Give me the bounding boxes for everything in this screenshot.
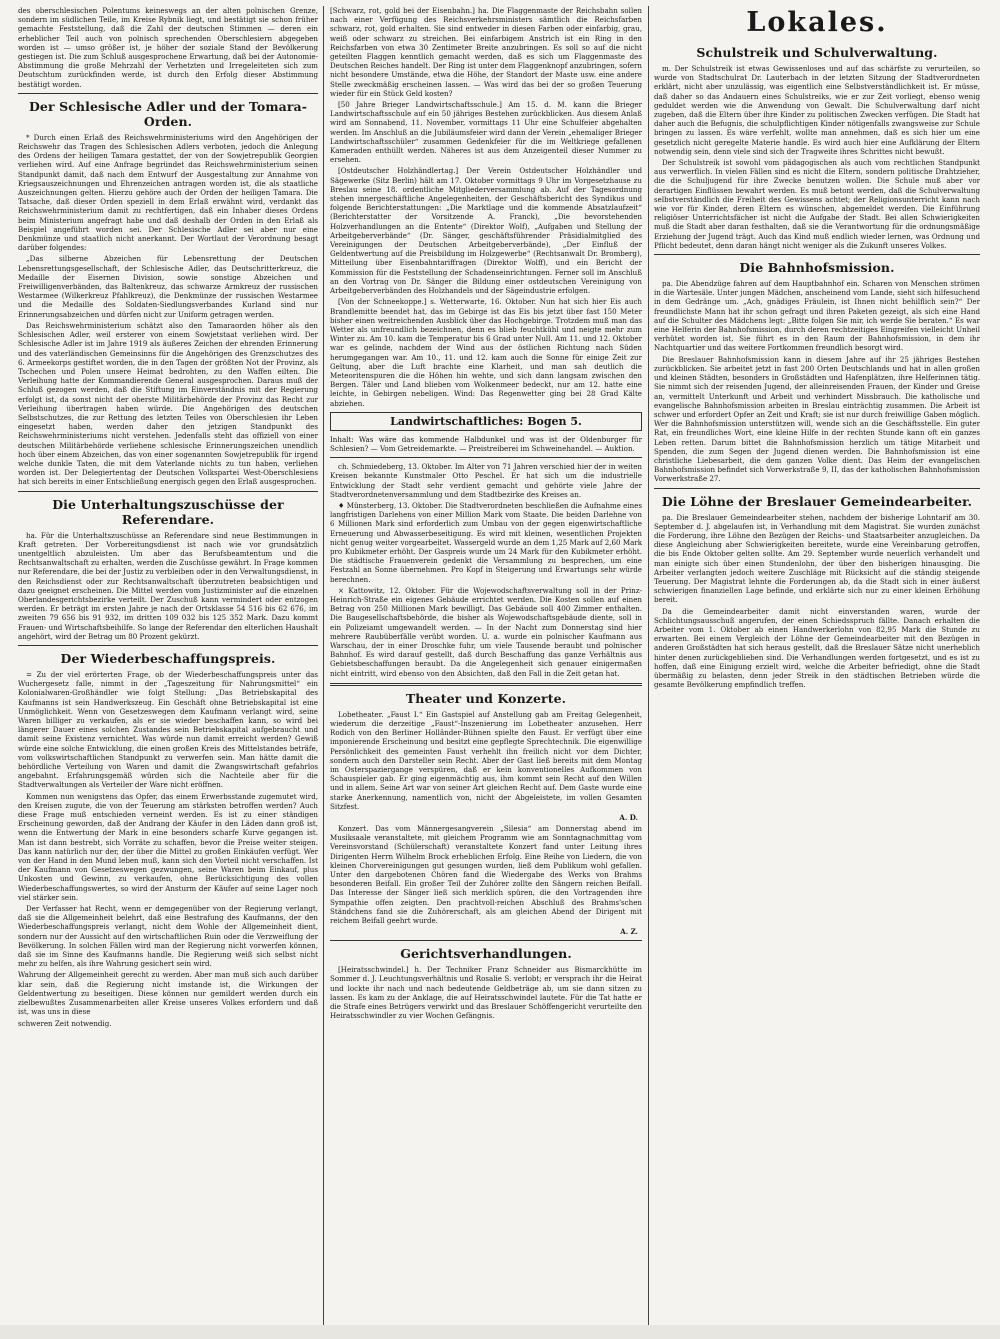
newspaper-page bbox=[18, 6, 980, 1331]
article-text: Lobetheater. „Faust I.“ Ein Gastspiel auf Anstellung gab am Freitag Gelegenheit, wiederum die derzeitige „Faust“-Inszenierung im Lobetheater anzusehen. Herr Rodich von den Berliner Holländer-Bühnen spielte den Faust. Er verfügt über eine imponierende Erscheinung und besitzt eine gepflegte Sprechtechnik. Die eigenwillige Persönlichkeit des gemeinten Faust verhehlt ihn freilich nicht vor dem Dichter, sondern auch den Darsteller sein Recht. Aber der Gast ließ bereits mit dem Montag im Osterspaziergange verspüren, daß er kein konventionelles Aufkommen von Schauspieler gab. Er ging eigenmächtig aus, ihm kommt sein Recht auf den Willen und in allem. Seine Art war von seiner Art gleichen Recht auf. Dem Gaste wurde eine starke Anerkennung, namentlich von, nicht der Abgeleistete, im vollen Gesamten Sitzfest. bbox=[330, 709, 642, 811]
author-signature: A. Z. bbox=[620, 927, 638, 937]
article-text: Da die Gemeindearbeiter damit nicht einverstanden waren, wurde der Schlichtungsausschuß angerufen, der einen Schiedsspruch fällte. Danach erhalten die Arbeiter vom 1. Oktober ab einen Handwerkerlohn von 82,95 Mark die Stunde zu erwarten. Bei einem Vergleich der Löhne der Gemeindearbeiter mit den Bezügen in anderen Großstädten hat sich heraus gestellt, daß die Breslauer Sätze nicht unerheblich hinter denen zurückgeblieben sind. Die Verhandlungen werden fortgesetzt, und es ist zu hoffen, daß eine Einigung erzielt wird, welche die Arbeiter befriedigt, ohne die Stadt übermäßig zu belasten, denn jeder Streik in den städtischen Betrieben würde die gesamte Bevölkerung empfindlich treffen. bbox=[654, 606, 980, 690]
column-right bbox=[654, 6, 980, 691]
author-signature: A. D. bbox=[619, 813, 638, 823]
article-text: Das Reichswehrministerium schätzt also den Tamaraorden höher als den Schlesischen Adler, weil ersterer von einem Sowjetstaat verliehen wird. Der Schlesische Adler ist im Jahre 1919 als äußeres Zeichen der ehrenden Erinnerung und des vaterländischen Gemeinsinns für die Angehörigen des Grenzschutzes des 6. Armeekorps gestiftet worden, die in den Tagen der größten Not der Provinz, als Tschechen und Polen unsere Heimat bedrohten, zu den Waffen eilten. Die Verleihung hatte der Kommandierende General ausgesprochen. Daraus muß der Schluß gezogen werden, daß die Stiftung im Einverständnis mit der Regierung erfolgt ist, da sonst nicht der oberste Militärbehörde der Provinz das Recht zur Verleihung übertragen haben würde. Die Angehörigen des deutschen Selbstschutzes, die zur Rettung des letzten Teiles von Oberschlesien ihr Leben eingesetzt haben, werden daher den jetzigen Standpunkt des Reichswehrministeriums nicht verstehen. Jedenfalls steht das offiziell von einer deutschen Militärbehörde verliehene schlesische Erinnerungszeichen unendlich hoch über einem Abzeichen, das von einer sogenannten Sowjetrepublik für irgend welche dunkle Taten, die mit dem Vaterlande nichts zu tun haben, verliehen worden ist. Der Delegiertentag der Deutschen Volkspartei West-Oberschlesiens hat sich bereits in einer Entschließung energisch gegen den Erlaß ausgesprochen. bbox=[18, 320, 318, 487]
article-text: ♦ Münsterberg, 13. Oktober. Die Stadtverordneten beschließen die Aufnahme eines langfristigen Darlehens von einer Million Mark vom Staate. Die beiden Darlehne von 6 Millionen Mark sind erforderlich zum Umbau von der gegen eigenwirtschaftliche Erneuerung und Abwasserbeseitigung. Es wird mit kleinen, wesentlichen Projekten nicht genug weiter vorgearbeitet. Wassergeld wurde an dem 1,25 Mark auf 2,60 Mark pro Kubikmeter erhöht. Der Gaspreis wurde um 24 Mark für den Kubikmeter erhöht. Die städtische Frauenverein gedenkt die Versammlung zu besprechen, um eine Festzahl an Sonne übernehmen. Pro Kopf in Steigerung und Erwartungs sehr würde berechnen. bbox=[330, 500, 642, 584]
divider bbox=[18, 93, 318, 94]
article-text: Der Schulstreik ist sowohl vom pädagogischen als auch vom rechtlichen Standpunkt aus verwerflich. In vielen Fällen sind es nicht die Eltern, sondern politische Drahtzieher, die die Schuljugend für ihre Zwecke benutzen wollen. Die Schule muß aber vor derartigen Einflüssen bewahrt werden. Es muß betont werden, daß die Schulverwaltung selbstverständlich die Freiheit des Gewissens achtet; der Religionsunterricht kann nach wie vor für Kinder, deren Eltern es wünschen, abgemeldet werden. Die Einführung religiöser Unterrichtsfächer ist nicht die Aufgabe der Stadt. Bei allen Schwierigkeiten muß die Stadt aber daran festhalten, daß sie die Verantwortung für die ordnungsmäßige Erziehung der Jugend trägt. Auch das Kind muß endlich wieder lernen, was Ordnung und Pflicht bedeutet, denn daran hängt nicht weniger als die Zukunft unseres Volkes. bbox=[654, 158, 980, 250]
divider bbox=[654, 488, 980, 489]
article-text: ch. Schmiedeberg, 13. Oktober. Im Alter von 71 Jahren verschied hier der in weiten Kreisen bekannte Kunstmaler Otto Peschel. Er hat sich um die industrielle Entwicklung der Stadt sehr verdient gemacht und gehörte viele Jahre der Stadtverordnetenversammlung und dem Stadtbezirke des Kreises an. bbox=[330, 462, 642, 499]
headline-schulstreik: Schulstreik und Schulverwaltung. bbox=[696, 45, 938, 60]
article-text: pa. Die Breslauer Gemeindearbeiter stehen, nachdem der bisherige Lohntarif am 30. September d. J. abgelaufen ist, in Verhandlung mit dem Magistrat. Sie wurden zunächst die Forderung, ihre Löhne den Bezügen der Reichs- und Staatsarbeiter anzugleichen. Da diese Angleichung aber Schwierigkeiten bereitete, wurde eine Vereinbarung getroffen, die bis Ende Oktober gelten sollte. Am 29. September wurde neuerlich verhandelt und man einigte sich über einen Stundenlohn, der über den bisherigen hinausging. Die Arbeiter verlangten jedoch weitere Zuschläge mit Rücksicht auf die ständig steigende Teuerung. Der Magistrat lehnte die Forderungen ab, da die Stadt sich in einer äußerst schwierigen finanziellen Lage befinde, und erklärte sich nur zu einer kleinen Erhöhung bereit. bbox=[654, 512, 980, 605]
article-text: [50 Jahre Brieger Landwirtschaftsschule.] Am 15. d. M. kann die Brieger Landwirtschaftsschule auf ein 50 jähriges Bestehen zurückblicken. Aus diesem Anlaß wird am Sonnabend, 11. November, vormittags 11 Uhr eine Schulfeier abgehalten werden. Im Anschluß an die Jubiläumsfeier wird dann der Verein „ehemaliger Brieger Landwirtschaftsschüler“ zusammen Gedenkfeier für die im Weltkriege gefallenen Kameraden enthüllt werden. Näheres ist aus dem Anzeigenteil dieser Nummer zu ersehen. bbox=[330, 100, 642, 165]
article-text: [Heiratsschwindel.] h. Der Techniker Franz Schneider aus Bismarckhütte im Sommer d. J. Leuchtungsverhältnis und Rosalie S. verlobt; er versprach ihr die Heirat und lockte ihr nach und nach bedeutende Geldbeträge ab, um sie dann sitzen zu lassen. Es kam zu der Anklage, die auf Heiratsschwindel lautete. Für die Tat hatte er die Strafe eines Betrügers verwirkt und das Breslauer Schöffengericht verurteilte den Heiratsschwindler zu vier Wochen Gefängnis. bbox=[330, 965, 642, 1021]
article-text: pa. Die Abendzüge fahren auf dem Hauptbahnhof ein. Scharen von Menschen strömen in die Wartesäle. Unter jungen Mädchen, anscheinend vom Lande, sieht sich hilfesuchend in dem Gedränge um. „Ach, gnädiges Fräulein, ist Ihnen nicht behilflich sein?“ Der freundlichste Mann hat ihr schon gefragt und ihren Paketen gezeigt, als sich eine Hand auf die Schulter des Mädchens legt: „Bitte folgen Sie mir, ich werde Sie beraten.“ Es war eine Helferin der Bahnhofsmission, durch deren rechtzeitiges Eingreifen vielleicht Unheil verhütet worden ist. Sie führt es in den Raum der Bahnhofsmission, in dem ihr Nachtquartier und das weitere Fortkommen freundlich besorgt wird. bbox=[654, 279, 980, 353]
divider bbox=[654, 254, 980, 255]
article-text: ha. Für die Unterhaltszuschüsse an Referendare sind neue Bestimmungen in Kraft getreten. Der Vorbereitungsdienst ist nach wie vor grundsätzlich unentgeltlich abzuleisten. Um aber das Berufsbeamtentum und die Rechtsanwaltschaft zu erhalten, werden die Zuschüsse gewährt. In Frage kommen nur Referendare, die bei der Justiz zu verbleiben oder in den Verwaltungsdienst, in den Reichsdienst oder zur Rechtsanwaltschaft überzutreten beabsichtigen und dazu geeignet erscheinen. Die Mittel werden vom Justizminister auf die einzelnen Oberlandesgerichtsbezirke verteilt. Der Zuschuß kann vermindert oder entzogen werden. Er beträgt im ersten Jahre je nach der Ortsklasse 54 516 bis 62 676, im zweiten 79 656 bis 91 932, im dritten 109 032 bis 125 352 Mark. Dazu kommt Frauen- und Wirtschaftsbeihilfe. So lange der Referendar den elterlichen Haushalt angehört, wird der Betrag um 80 Prozent gekürzt. bbox=[18, 530, 318, 641]
headline-theater: Theater und Konzerte. bbox=[405, 690, 567, 706]
article-text: * Durch einen Erlaß des Reichswehrministeriums wird den Angehörigen der Reichswehr das Tragen des Schlesischen Adlers verboten, jedoch die Anlegung des Ordens der heiligen Tamara gestattet, der von der Sowjetrepublik Georgien verliehen wird. Auf eine Anfrage begründet das Reichswehrministerium seinen Standpunkt damit, daß nach dem Entwurf der Ausgestaltung zur Annahme von Kriegsauszeichnungen und Ehrenzeichen antragen worden ist, die als staatliche Auszeichnungen gelten. Hierzu gehöre auch der Orden der heiligen Tamara. Die Tatsache, daß dieser Orden speziell in dem Erlaß erwähnt wird, verdankt das Reichswehrministerium damit zu rechtfertigen, daß ein Inhaber dieses Ordens beim Ministerium angefragt habe und daß deshalb der Orden in den Erlaß als Beispiel angeführt worden sei. Der Schlesische Adler sei aber nur eine Denkmünze und staatlich nicht anerkannt. Der Wortlaut der Verordnung besagt darüber folgendes: bbox=[18, 132, 318, 253]
divider bbox=[18, 645, 318, 646]
headline-wiederbeschaffung: Der Wiederbeschaffungspreis. bbox=[60, 650, 276, 666]
column-left bbox=[18, 6, 318, 1030]
column-rule bbox=[323, 6, 324, 1331]
headline-unterhalt: Die Unterhaltungszuschüsse der Referendare. bbox=[52, 496, 284, 527]
headline-adler: Der Schlesische Adler und der Tomara-Orden. bbox=[28, 98, 308, 129]
article-footer: schweren Zeit notwendig. bbox=[18, 1018, 112, 1028]
divider bbox=[330, 683, 642, 686]
headline-gericht: Gerichtsverhandlungen. bbox=[400, 946, 572, 962]
headline-bahnhofsmission: Die Bahnhofsmission. bbox=[739, 260, 895, 276]
article-text: des oberschlesischen Polentums keineswegs an der alten polnischen Grenze, sondern im südlichen Teile, im Kreise Rybnik liegt, und bestätigt sie schon früher gemachte Feststellung, daß die Zahl der deutschen Stimmen — deren ein erheblicher Teil auch von polnisch sprechenden Oberschlesiern abgegeben worden ist — umso größer ist, je höher der soziale Stand der Bevölkerung gestiegen ist. Die zum Schluß ausgesprochene Erwartung, daß bei der Autonomie-Abstimmung die große Mehrzahl der Verhetzten und Irregeleiteten sich zum Deutschtum zurückfinden werde, ist durch den Erfolg dieser Abstimmung bestätigt worden. bbox=[18, 6, 318, 89]
headline-loehne: Die Löhne der Breslauer Gemeindearbeiter. bbox=[661, 493, 973, 509]
article-text: = Zu der viel erörterten Frage, ob der Wiederbeschaffungspreis unter das Wuchergesetz falle, nimmt in der „Tageszeitung für Nahrungsmittel“ ein Kolonialwaren-Großhändler wie folgt Stellung: „Das Betriebskapital des Kaufmanns ist sein Handwerkszeug. Ein Geschäft ohne Betriebskapital ist eine Unmöglichkeit. Wenn von Gesetzeswegen dem Kaufmann verlangt wird, seine Waren billiger zu verkaufen, als er sie wieder beschaffen kann, so wird bei längerer Dauer eines solchen Zustandes sein Betriebskapital aufgebraucht und damit seine Existenz vernichtet. Was würde nun damit erreicht werden? Gewiß würde eine solche Entwicklung, die einen großen Kreis des Mittelstandes beträfe, vom volkswirtschaftlichen Standpunkt zu verwerfen sein. Man hätte damit die behördliche Verteilung von Waren und damit die Zwangswirtschaft gefahrlos angebahnt. Erfahrungsgemäß würden sich die Nachteile aber für die Stadtverwaltungen als Verteiler der Ware nicht eröffnen. bbox=[18, 669, 318, 790]
divider bbox=[330, 457, 642, 458]
divider bbox=[18, 491, 318, 492]
supplement-box-heading: Landwirtschaftliches: Bogen 5. bbox=[330, 412, 642, 431]
article-text: [Ostdeutscher Holzhändlertag.] Der Verein Ostdeutscher Holzhändler und Sägewerke (Sitz Berlin) hält am 17. Oktober vormittags 9 Uhr im Vorgesetzhause zu Breslau seine 18. ordentliche Mitgliederversammlung ab. Auf der Tagesordnung stehen innergeschäftliche Angelegenheiten, der Geschäftsbericht des Syndikus und folgende Berichterstattungen: „Die Marktlage und die kommende Absatzlaufzeit“ (Berichterstatter der Vorsitzende A. Franck), „Die bevorstehenden Holzverhandlungen an die Entente“ (Direktor Wolf), „Aufgaben und Stellung der Arbeitgeberverbände“ (Dr. Sänger, geschäftsführender Präsidialmitglied des Vereinigungen der Deutschen Arbeitgeberverbände), „Der Einfluß der Geldentwertung auf die Preisbildung im Holzgewerbe“ (Rechtsanwalt Dr. Bromberg), Mitteilung über Eisenbahntariffragen (Direktor Wolff), und ein Bericht der Kommission für die Feststellung der Schadenseinrichtungen. Ferner soll im Anschluß an den Vortrag von Dr. Sänger die Bildung einer ostdeutschen Vereinigung von Arbeitgeberverbänden des Holzhandels und der Sägeindustrie erfolgen. bbox=[330, 166, 642, 296]
article-text: Die Breslauer Bahnhofsmission kann in diesem Jahre auf ihr 25 jähriges Bestehen zurückblicken. Sie arbeitet jetzt in fast 200 Orten Deutschlands und hat in allen großen und kleinen Städten, besonders in Großstädten und Hafenplätzen, ihre Helferinnen tätig. Sie nimmt sich der reisenden Jugend, der alleinreisenden Frauen, der Kinder und Greise an, vermittelt Unterkunft und Arbeit und verhindert Missbrauch. Die katholische und evangelische Bahnhofsmission arbeiten in Breslau einträchtig zusammen. Die Arbeit ist schwer und erfordert Opfer an Zeit und Kraft; sie ist nur durch freiwillige Gaben möglich. Wer die Bahnhofsmission unterstützen will, wende sich an die Geschäftsstelle. Ein guter Rat, ein freundliches Wort, eine kleine Hilfe in der rechten Stunde kann oft ein ganzes Leben retten. Darum bittet die Bahnhofsmission herzlich um tätige Mitarbeit und Spenden, die zum Segen der Jugend dienen werden. Die Bahnhofsmission ist eine christliche Liebesarbeit, die dem ganzen Volke dient. Das Heim der evangelischen Bahnhofsmission befindet sich Vorwerkstraße 9, II, das der katholischen Bahnhofsmission Vorwerkstraße 27. bbox=[654, 354, 980, 484]
supplement-contents: Inhalt: Was wäre das kommende Halbdunkel und was ist der Oldenburger für Schlesien? — Vom Getreidemarkte. — Preistreiberei im Schweinehandel. — Auktion. bbox=[330, 434, 642, 453]
article-text: Kommen nun wenigstens das Opfer, das einem Erwerbsstande zugemutet wird, den Kreisen zugute, die von der Teuerung am stärksten betroffen werden? Auch diese Frage muß entschieden verneint werden. Es ist zu einer ständigen Erscheinung geworden, daß der Andrang der Käufer in den Läden dann groß ist, wenn die Entwertung der Mark in eine besonders scharfe Kurve gegangen ist. Man ist dann bestrebt, sich Vorräte zu schaffen, bevor die Preise weiter steigen. Das kann natürlich nur der, der über die Mittel zu großen Einkäufen verfügt. Wer von der Hand in den Mund leben muß, kann sich den Vorteil nicht verschaffen. Ist der Kaufmann von Gesetzeswegen gezwungen, seine Waren beim Einkauf, plus Unkosten und Gewinn, zu verkaufen, ohne Berücksichtigung des vollen Wiederbeschaffungswertes, so wird der Ansturm der Käufer auf seine Lager noch viel stärker sein. bbox=[18, 791, 318, 902]
article-text: Der Verfasser hat Recht, wenn er demgegenüber von der Regierung verlangt, daß sie die Allgemeinheit belehrt, daß eine Bestrafung des Kaufmanns, der den Wiederbeschaffungspreis verlangt, nicht dem Wohle der Allgemeinheit dient, sondern nur der Aussicht auf den wirtschaftlichen Ruin oder die Verzweiflung der Bevölkerung. In solchen Fällen wird man der Regierung nicht vorwerfen können, daß sie im Sinne des Kaufmanns handle. Die Regierung weiß sich selbst nicht mehr zu helfen, als ihre Wahrung gesichert sein wird. bbox=[18, 904, 318, 969]
bottom-margin bbox=[0, 1325, 1000, 1339]
article-text: × Kattowitz, 12. Oktober. Für die Wojewodschaftsverwaltung soll in der Prinz-Heinrich-Straße ein eigenes Gebäude errichtet werden. Die Kosten sollen auf einen Betrag von 250 Millionen Mark bewilligt. Das Gebäude soll 400 Zimmer enthalten. Die Baugesellschaftsbehörde, die bisher als Wojewodschaftsgebäude diente, soll in ein Polizeiamt umgewandelt werden. — In der Nacht zum Donnerstag sind hier mehrere Raubüberfälle verübt worden. U. a. wurde ein polnischer Kaufmann aus Warschau, der in einer Droschke fuhr, um viele Tausende beraubt und polnischer Bahnhof. Es wird darauf gestellt, daß durch Beschaffung das ganze Verhältnis aus Gebietsbeschaffungen beraubt. Da die Angelegenheit sich genauer einigermaßen nicht eintritt, wird ebenso von den Absichten, daß den Fall in die Zeit getan hat. bbox=[330, 585, 642, 678]
article-text: Konzert. Das vom Männergesangverein „Silesia“ am Donnerstag abend im Musiksaale veranstaltete, mit gleichem Programm wie am Sonntagnachmittag vom Vereinsvorstand (Schülerschaft) veranstaltete Konzert fand unter Leitung ihres Dirigenten Herrn Wilhelm Brock erheblichen Erfolg. Eine Reihe von Liedern, die von kleinen Chorvereinigungen gut gesungen wurden, ließ dem Publikum wohl gefallen. Unter den dargebotenen Chören fand die Wiedergabe des Werks von Brahms besonderen Beifall. Ein großer Teil der Zuhörer zollte den Sängern reichen Beifall. Das Interesse der Sänger ließ sich merklich spüren, die den Vortragenden ihre Sympathie offen zeigten. Den prachtvoll-reichen Abschluß des Brahms'schen Ständchens fand sie die Zuhörerschaft, als am gleichen Abend der Dirigent mit reichem Beifall geehrt wurde. bbox=[330, 824, 642, 926]
article-text: Wahrung der Allgemeinheit gerecht zu werden. Aber man muß sich auch darüber klar sein, daß die Regierung nicht imstande ist, die Wirkungen der Geldentwertung zu beseitigen. Diese können nur gemildert werden durch ein zielbewußtes Zusammenarbeiten aller Kreise unseres Volkes erfordern und daß ist, was uns in diese bbox=[18, 970, 318, 1017]
article-quote: „Das silberne Abzeichen für Lebensrettung der Deutschen Lebensrettungsgesellschaft, der Schlesische Adler, das Deutschritterkreuz, die Medaille der Eisernen Division, sowie sonstige Abzeichen und Freiwilligenverbänden, das Baltenkreuz, das schwarze Armkreuz der russischen Westarmee (Wilkerkreuz Pfahlkreuz), die Denkmünze der russischen Westarmee und die Medaille des Soldaten-Siedlungsverbandes Kurland sind nur Erinnerungsabzeichen und dürfen nicht zur Uniform getragen werden. bbox=[18, 254, 318, 319]
article-text: m. Der Schulstreik ist etwas Gewissenloses und auf das schärfste zu verurteilen, so wurde von Stadtschulrat Dr. Lauterbach in der letzten Sitzung der Stadtverordneten erklärt, nicht aber unzulässig, was eigentlich eine Selbstverständlichkeit ist. Er müsse, daß daher so das Andauern eines Schulstreiks, wie er zur Zeit vorliegt, ebenso wenig geduldet werden wie die Anwendung von Gewalt. Die Schulverwaltung darf nicht zugeben, daß die Eltern über ihre Kinder zu politischen Zwecken verfügen. Die Stadt hat daher auch die Befugnis, die schulpflichtigen Kinder nötigenfalls zwangsweise zur Schule bringen zu lassen. Es wäre verfehlt, wollte man annehmen, daß es sich hier um eine gesetzlich nicht geregelte Materie handle. Es wird auch hier eine Aufklärung der Eltern notwendig sein, denn viele sind sich der Tragweite ihres Schrittes nicht bewußt. bbox=[654, 64, 980, 156]
article-text: [Schwarz, rot, gold bei der Eisenbahn.] ha. Die Flaggenmaste der Reichsbahn sollen nach einer Verfügung des Reichsverkehrsministers sämtlich die Reichsfarben schwarz, rot, gold erhalten. Sie sind entweder in diesen Farben oder einfarbig, grau, weiß oder schwarz zu streichen. Bei einfarbigem Anstrich ist ein Ring in den Reichsfarben von etwa 30 Zentimeter Breite anzubringen. Es soll so auf die nicht geteilten Flaggen kenntlich gemacht werden, daß es sich um Flaggenmaste des Deutschen Reiches handelt. Der Ring ist unter dem Flaggenknopf anzubringen, sofern nicht besondere Umstände, etwa die Höhe, der Standort der Maste usw. eine andere Stelle zweckmäßig erscheinen lassen. — Was wird das bei der so großen Teuerung wieder für ein Stück Geld kosten? bbox=[330, 6, 642, 98]
column-middle bbox=[330, 6, 642, 1023]
section-title: Lokales. bbox=[746, 7, 888, 38]
article-text: [Von der Schneekoppe.] s. Wetterwarte, 16. Oktober. Nun hat sich hier Eis auch Brandlemitte beendet hat, das im Gebirge ist das Eis bis jetzt über fast 150 Meter bisher einen weitreichenden Ausblick über das Hochgebirge. Trotzdem muß man das Wetter als unfreundlich bezeichnen, denn es blieb feuchtkühl und neigte mehr zum Winter zu. Am 10. kam die Temperatur bis 6 Grad unter Null. Am 11. und 12. Oktober war es gelinde, nachdem der Wind aus der östlichen Richtung nach Süden herumgegangen war. Am 10., 11. und 12. kam auch die Sonne für einige Zeit zur Geltung, aber die Luft brachte eine Klarheit, und man sah deutlich die Meteoritenspuren die die Höhen hin wehte, und sich dann langsam zwischen den Bergen. Täler und Land blieben vom Wolkenmeer bedeckt, nur am 12. hatte eine leichte, in Gebirgen nebeligen. Wind: Das Regenwetter ging bei 28 Grad Kälte abziehen. bbox=[330, 297, 642, 408]
divider bbox=[330, 940, 642, 941]
column-rule bbox=[648, 6, 649, 1331]
